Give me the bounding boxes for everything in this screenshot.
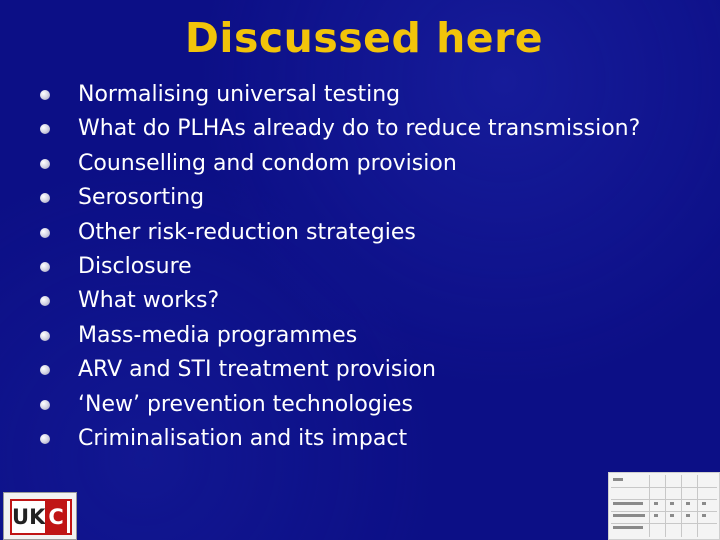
thumbnail-cell bbox=[613, 526, 643, 529]
thumbnail-cell bbox=[654, 514, 658, 517]
thumbnail-row-line bbox=[611, 523, 717, 524]
bullet-text: Serosorting bbox=[78, 185, 205, 211]
bullet-dot-icon bbox=[40, 434, 50, 444]
thumbnail-cell bbox=[702, 502, 706, 505]
thumbnail-row-line bbox=[611, 511, 717, 512]
thumbnail-col-line bbox=[697, 475, 698, 537]
thumbnail-cell bbox=[686, 514, 690, 517]
bullet-dot-icon bbox=[40, 90, 50, 100]
thumbnail-cell bbox=[613, 478, 623, 481]
thumbnail-row-line bbox=[611, 499, 717, 500]
ukc-logo-mark bbox=[10, 499, 72, 535]
thumbnail-cell bbox=[670, 502, 674, 505]
bullet-dot-icon bbox=[40, 365, 50, 375]
bullet-text: Other risk-reduction strategies bbox=[78, 219, 416, 245]
thumbnail-cell bbox=[613, 514, 645, 517]
bullet-text: Mass-media programmes bbox=[78, 322, 358, 348]
bullet-text: What do PLHAs already do to reduce transmission? bbox=[78, 116, 641, 142]
bullet-text: Disclosure bbox=[78, 253, 192, 279]
bullet-dot-icon bbox=[40, 331, 50, 341]
thumbnail-col-line bbox=[665, 475, 666, 537]
slide-title: Discussed here bbox=[184, 14, 544, 62]
table-thumbnail-image bbox=[608, 472, 720, 540]
bullet-dot-icon bbox=[40, 228, 50, 238]
logo-letter-k: K bbox=[29, 505, 46, 529]
thumbnail-cell bbox=[670, 514, 674, 517]
ukc-logo bbox=[3, 492, 77, 540]
logo-letter-u: U bbox=[12, 505, 30, 529]
bullet-text: Counselling and condom provision bbox=[78, 150, 457, 176]
logo-letter-c: C bbox=[45, 501, 66, 533]
bullet-dot-icon bbox=[40, 400, 50, 410]
bullet-dot-icon bbox=[40, 193, 50, 203]
bullet-text: ARV and STI treatment provision bbox=[78, 357, 436, 383]
bullet-dot-icon bbox=[40, 262, 50, 272]
bullet-text: Normalising universal testing bbox=[78, 82, 401, 107]
thumbnail-col-line bbox=[649, 475, 650, 537]
bullet-dot-icon bbox=[40, 159, 50, 169]
bullet-dot-icon bbox=[40, 124, 50, 134]
bullet-text: Criminalisation and its impact bbox=[78, 425, 408, 451]
thumbnail-cell bbox=[686, 502, 690, 505]
thumbnail-cell bbox=[654, 502, 658, 505]
thumbnail-cell bbox=[702, 514, 706, 517]
thumbnail-row-line bbox=[611, 487, 717, 488]
thumbnail-cell bbox=[613, 502, 643, 505]
bullet-text: ‘New’ prevention technologies bbox=[78, 391, 413, 417]
thumbnail-col-line bbox=[681, 475, 682, 537]
bullet-text: What works? bbox=[78, 288, 220, 314]
bullet-dot-icon bbox=[40, 296, 50, 306]
